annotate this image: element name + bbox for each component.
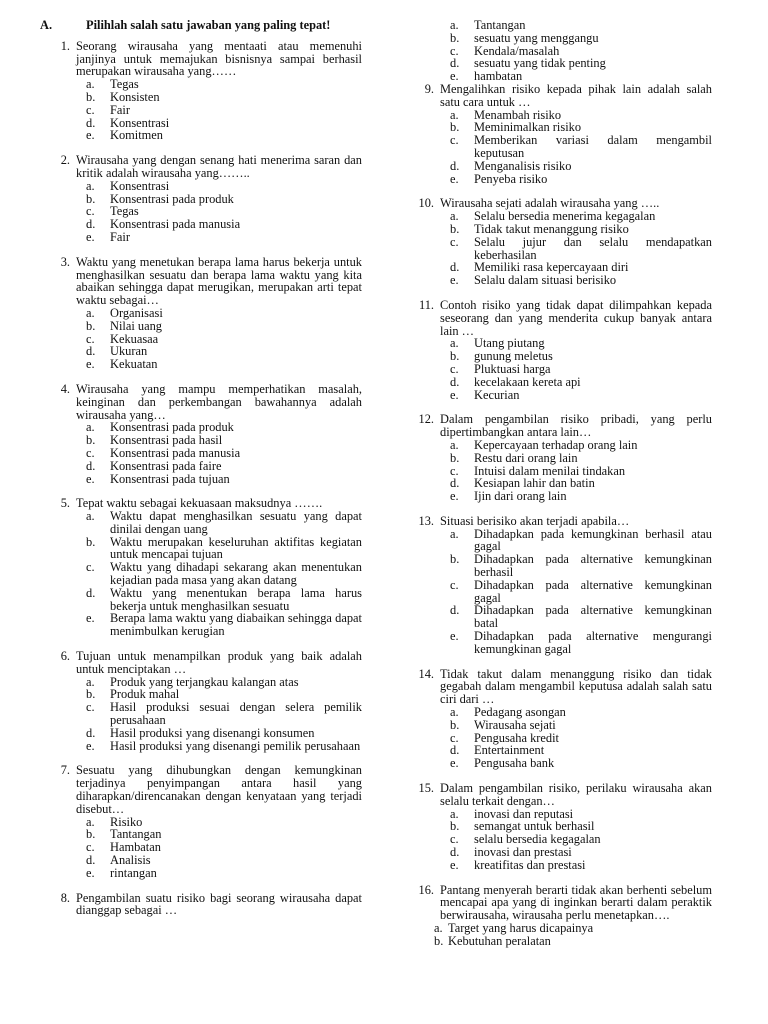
question-text: Pengambilan suatu risiko bagi seorang wirausaha dapat dianggap sebagai … xyxy=(76,890,362,918)
option-text: Entertainment xyxy=(474,743,545,758)
question-head xyxy=(404,668,712,706)
question-text: Tidak takut dalam menanggung risiko dan tidak gegabah dalam mengambil keputusa adalah salah satu ciri dari … xyxy=(440,666,712,707)
question-item xyxy=(404,515,712,656)
question-number: 9. xyxy=(424,81,434,96)
answer-option xyxy=(450,223,712,236)
option-letter: e. xyxy=(450,273,459,288)
option-text: Konsentrasi xyxy=(110,178,170,193)
option-text: Kendala/masalah xyxy=(474,43,560,58)
option-letter: c. xyxy=(450,577,459,592)
answer-options xyxy=(404,528,712,656)
question-item xyxy=(404,782,712,872)
answer-option xyxy=(450,706,712,719)
option-letter: a. xyxy=(86,814,95,829)
question-text: Situasi berisiko akan terjadi apabila… xyxy=(440,513,630,528)
option-letter: a. xyxy=(450,18,459,32)
question-head xyxy=(404,83,712,109)
option-text: Waktu yang dihadapi sekarang akan menentukan kejadian pada masa yang akan datang xyxy=(110,560,362,588)
option-text: inovasi dan reputasi xyxy=(474,806,574,821)
answer-options xyxy=(40,307,362,371)
answer-options xyxy=(40,180,362,244)
answer-option xyxy=(450,859,712,872)
section-header xyxy=(40,19,362,32)
question-number: 11. xyxy=(418,297,434,312)
option-letter: d. xyxy=(450,374,460,389)
answer-options xyxy=(404,210,712,287)
option-letter: a. xyxy=(450,437,459,452)
question-text: Dalam pengambilan risiko, perilaku wirausaha akan selalu terkait dengan… xyxy=(440,781,712,808)
question-text: Wirausaha yang mampu memperhatikan masalah, keinginan dan perkembangan bawahannya adalah wirausaha yang… xyxy=(76,381,362,422)
answer-option xyxy=(450,160,712,173)
option-letter: c. xyxy=(450,361,459,376)
question-head xyxy=(404,413,712,439)
option-text: Produk yang terjangkau kalangan atas xyxy=(110,674,299,689)
option-text: Dihadapkan pada alternative mengurangi kemungkinan gagal xyxy=(474,629,712,656)
question-number: 2. xyxy=(60,153,70,168)
answer-option xyxy=(450,363,712,376)
option-letter: c. xyxy=(450,43,459,58)
answer-option xyxy=(450,274,712,287)
answer-option xyxy=(86,358,362,371)
answer-option xyxy=(450,579,712,605)
option-text: inovasi dan prestasi xyxy=(474,845,572,860)
option-text: Intuisi dalam menilai tindakan xyxy=(474,463,626,478)
option-text: Pluktuasi harga xyxy=(474,361,551,376)
answer-option xyxy=(86,231,362,244)
option-letter: c. xyxy=(86,204,95,219)
answer-options xyxy=(404,706,712,770)
option-letter: d. xyxy=(86,585,96,600)
answer-options xyxy=(404,19,712,83)
option-letter: d. xyxy=(450,603,460,618)
option-text: Waktu dapat menghasilkan sesuatu yang dapat dinilai dengan uang xyxy=(110,509,362,536)
option-text: Waktu yang menentukan berapa lama harus bekerja untuk menghasilkan sesuatu xyxy=(110,585,362,613)
option-text: Memiliki rasa kepercayaan diri xyxy=(474,260,629,275)
option-letter: e. xyxy=(450,387,459,402)
option-letter: a. xyxy=(86,420,95,435)
answer-option xyxy=(86,587,362,613)
question-text: Sesuatu yang dihubungkan dengan kemungkinan terjadinya penyimpangan antara hasil yang diharapkan/direncanakan dengan kenyataan yang terjadi disebut… xyxy=(76,763,362,816)
option-letter: b. xyxy=(450,221,460,236)
question-head xyxy=(40,892,362,918)
option-letter: e. xyxy=(450,489,459,504)
question-item xyxy=(40,154,362,244)
answer-option xyxy=(450,630,712,656)
option-letter: b. xyxy=(450,120,460,135)
question-head xyxy=(404,782,712,808)
option-text: rintangan xyxy=(110,865,157,880)
option-text: Organisasi xyxy=(110,305,163,320)
option-letter: c. xyxy=(450,730,459,745)
option-text: selalu bersedia kegagalan xyxy=(474,832,601,847)
option-letter: a. xyxy=(450,526,459,541)
answer-options xyxy=(404,109,712,186)
question-number: 7. xyxy=(60,763,70,778)
option-letter: d. xyxy=(86,115,96,130)
option-text: Ijin dari orang lain xyxy=(474,489,567,504)
answer-option xyxy=(86,307,362,320)
option-letter: d. xyxy=(86,853,96,868)
option-text: Menganalisis risiko xyxy=(474,158,572,173)
option-letter: b. xyxy=(450,349,460,364)
option-letter: b. xyxy=(86,433,96,448)
question-item xyxy=(40,764,362,879)
option-letter: a. xyxy=(86,178,95,193)
option-text: kreatifitas dan prestasi xyxy=(474,857,586,872)
option-letter: b. xyxy=(86,318,96,333)
answer-option xyxy=(450,757,712,770)
question-number: 5. xyxy=(60,496,70,511)
option-letter: b. xyxy=(450,30,460,45)
option-letter: c. xyxy=(86,445,95,460)
answer-option xyxy=(86,473,362,486)
question-head xyxy=(40,650,362,676)
option-letter: b. xyxy=(450,450,460,465)
option-letter: e. xyxy=(86,865,95,880)
option-letter: b. xyxy=(450,552,460,567)
answer-option xyxy=(450,719,712,732)
answer-option xyxy=(86,434,362,447)
option-letter: c. xyxy=(450,234,459,249)
question-head xyxy=(404,299,712,337)
answer-options xyxy=(404,808,712,872)
option-text: Konsentrasi pada manusia xyxy=(110,217,241,232)
option-text: Produk mahal xyxy=(110,687,180,702)
option-letter: b. xyxy=(434,933,444,948)
question-item xyxy=(40,256,362,371)
option-letter: a. xyxy=(86,305,95,320)
option-letter: b. xyxy=(450,819,460,834)
option-text: Utang piutang xyxy=(474,336,545,351)
option-letter: c. xyxy=(86,840,95,855)
option-text: Selalu jujur dan selalu mendapatkan keberhasilan xyxy=(474,234,712,262)
option-text: hambatan xyxy=(474,69,523,84)
option-text: Kepercayaan terhadap orang lain xyxy=(474,437,638,452)
option-text: Konsentrasi xyxy=(110,115,170,130)
answer-option xyxy=(450,173,712,186)
option-letter: b. xyxy=(450,717,460,732)
answer-option xyxy=(450,452,712,465)
option-letter: e. xyxy=(450,171,459,186)
question-number: 10. xyxy=(418,196,434,211)
section-letter: A. xyxy=(40,18,53,32)
answer-options xyxy=(404,337,712,401)
question-8-options-continued xyxy=(404,19,712,83)
question-number: 6. xyxy=(60,649,70,664)
question-text: Pantang menyerah berarti tidak akan berhenti sebelum mencapai apa yang di inginkan berarti dalam peraktik berwirausaha, wirausaha perlu menetapkan…. xyxy=(440,882,712,923)
option-letter: d. xyxy=(86,344,96,359)
option-letter: d. xyxy=(450,56,460,71)
answer-option xyxy=(450,846,712,859)
option-text: Ukuran xyxy=(110,344,148,359)
answer-option xyxy=(450,376,712,389)
option-text: Nilai uang xyxy=(110,318,162,333)
option-letter: b. xyxy=(86,191,96,206)
option-text: Pedagang asongan xyxy=(474,705,566,720)
option-text: Hambatan xyxy=(110,840,161,855)
option-text: Pengusaha kredit xyxy=(474,730,559,745)
option-letter: d. xyxy=(450,845,460,860)
option-text: Tidak takut menanggung risiko xyxy=(474,221,629,236)
option-text: Menambah risiko xyxy=(474,107,562,122)
option-text: Kebutuhan peralatan xyxy=(448,933,551,948)
answer-option xyxy=(86,180,362,193)
option-text: Tegas xyxy=(110,204,139,219)
answer-option xyxy=(450,528,712,554)
option-letter: c. xyxy=(450,133,459,148)
option-letter: d. xyxy=(450,158,460,173)
option-letter: e. xyxy=(86,738,95,753)
option-text: Fair xyxy=(110,102,130,117)
answer-options xyxy=(40,676,362,753)
answer-option xyxy=(86,701,362,727)
option-text: Hasil produksi sesuai dengan selera pemilik perusahaan xyxy=(110,700,362,728)
option-letter: c. xyxy=(450,832,459,847)
option-letter: e. xyxy=(86,357,95,372)
option-text: Konsentrasi pada tujuan xyxy=(110,471,230,486)
option-letter: b. xyxy=(86,534,96,549)
question-text: Contoh risiko yang tidak dapat dilimpahkan kepada seseorang dan yang menderita cukup banyak antara lain … xyxy=(440,297,712,338)
question-number: 3. xyxy=(60,254,70,269)
question-head xyxy=(40,256,362,307)
answer-option xyxy=(86,320,362,333)
option-letter: e. xyxy=(450,756,459,771)
option-letter: b. xyxy=(86,687,96,702)
answer-option xyxy=(450,553,712,579)
option-letter: a. xyxy=(450,806,459,821)
option-letter: a. xyxy=(86,77,95,92)
answer-option xyxy=(434,922,712,935)
option-text: sesuatu yang tidak penting xyxy=(474,56,606,71)
option-letter: e. xyxy=(450,629,459,644)
option-letter: e. xyxy=(450,69,459,84)
option-letter: a. xyxy=(450,107,459,122)
option-text: Dihadapkan pada alternative kemungkinan gagal xyxy=(474,577,712,605)
option-text: sesuatu yang menggangu xyxy=(474,30,599,45)
answer-option xyxy=(86,612,362,638)
question-text: Dalam pengambilan risiko pribadi, yang perlu dipertimbangkan antara lain… xyxy=(440,412,712,440)
option-text: Hasil produksi yang disenangi konsumen xyxy=(110,725,315,740)
option-text: Kekuatan xyxy=(110,357,158,372)
answer-options xyxy=(404,922,712,948)
answer-option xyxy=(450,604,712,630)
answer-option xyxy=(86,561,362,587)
option-letter: e. xyxy=(86,128,95,143)
question-head xyxy=(40,764,362,815)
option-text: Kecurian xyxy=(474,387,520,402)
question-number: 15. xyxy=(418,781,434,796)
answer-option xyxy=(86,727,362,740)
question-number: 13. xyxy=(418,513,434,528)
option-text: Risiko xyxy=(110,814,143,829)
answer-option xyxy=(86,867,362,880)
option-letter: b. xyxy=(86,827,96,842)
option-text: Hasil produksi yang disenangi pemilik perusahaan xyxy=(110,738,361,753)
question-text: Mengalihkan risiko kepada pihak lain adalah salah satu cara untuk … xyxy=(440,81,712,109)
question-text: Tujuan untuk menampilkan produk yang baik adalah untuk menciptakan … xyxy=(76,649,362,676)
question-text: Wirausaha sejati adalah wirausaha yang ….. xyxy=(440,196,660,211)
question-head xyxy=(404,515,712,528)
option-text: Penyeba risiko xyxy=(474,171,548,186)
answer-options xyxy=(40,421,362,485)
question-head xyxy=(40,383,362,421)
option-text: Dihadapkan pada alternative kemungkinan batal xyxy=(474,603,712,631)
option-letter: a. xyxy=(450,209,459,224)
answer-option xyxy=(450,32,712,45)
option-text: gunung meletus xyxy=(474,349,553,364)
question-number: 14. xyxy=(418,666,434,681)
option-letter: c. xyxy=(86,700,95,715)
option-text: Dihadapkan pada alternative kemungkinan berhasil xyxy=(474,552,712,580)
answer-option xyxy=(86,854,362,867)
option-text: Waktu merupakan keseluruhan aktifitas kegiatan untuk mencapai tujuan xyxy=(110,534,362,562)
option-text: Tantangan xyxy=(474,18,526,32)
answer-option xyxy=(86,740,362,753)
option-text: Wirausaha sejati xyxy=(474,717,556,732)
answer-option xyxy=(450,350,712,363)
option-text: Konsentrasi pada faire xyxy=(110,458,222,473)
question-item xyxy=(404,299,712,401)
answer-option xyxy=(86,104,362,117)
option-letter: e. xyxy=(450,857,459,872)
option-text: Konsentrasi pada produk xyxy=(110,420,234,435)
option-text: Konsentrasi pada hasil xyxy=(110,433,223,448)
question-item xyxy=(404,413,712,503)
option-letter: a. xyxy=(450,705,459,720)
option-text: Kesiapan lahir dan batin xyxy=(474,476,595,491)
question-text: Waktu yang menetukan berapa lama harus bekerja untuk menghasilkan sesuatu dan berapa lama waktu yang kita abaikan sehingga dapat merugikan, merupakan arti tepat waktu sebagai… xyxy=(76,254,362,308)
option-letter: d. xyxy=(450,743,460,758)
option-text: Restu dari orang lain xyxy=(474,450,578,465)
question-item xyxy=(40,497,362,638)
option-text: Analisis xyxy=(110,853,151,868)
question-item xyxy=(404,884,712,948)
right-column xyxy=(404,19,712,960)
answer-option xyxy=(86,460,362,473)
question-item xyxy=(404,197,712,287)
option-text: Memberikan variasi dalam mengambil keputusan xyxy=(474,133,712,160)
answer-option xyxy=(86,91,362,104)
option-letter: a. xyxy=(450,336,459,351)
option-text: Kekuasaa xyxy=(110,331,159,346)
option-letter: d. xyxy=(450,260,460,275)
option-text: Tantangan xyxy=(110,827,162,842)
option-letter: c. xyxy=(86,331,95,346)
answer-options xyxy=(40,816,362,880)
option-text: kecelakaan kereta api xyxy=(474,374,581,389)
option-text: Konsisten xyxy=(110,89,160,104)
answer-option xyxy=(86,536,362,562)
option-text: Fair xyxy=(110,229,130,244)
option-letter: c. xyxy=(450,463,459,478)
answer-option xyxy=(450,490,712,503)
option-letter: a. xyxy=(434,921,443,935)
answer-option xyxy=(86,129,362,142)
answer-options xyxy=(404,439,712,503)
option-letter: e. xyxy=(86,611,95,626)
question-number: 4. xyxy=(60,381,70,396)
option-text: Pengusaha bank xyxy=(474,756,555,771)
answer-option xyxy=(450,134,712,160)
option-text: Konsentrasi pada manusia xyxy=(110,445,241,460)
question-number: 16. xyxy=(418,882,434,897)
option-letter: e. xyxy=(86,471,95,486)
answer-option xyxy=(434,935,712,948)
option-letter: d. xyxy=(86,217,96,232)
option-text: Tegas xyxy=(110,77,139,92)
answer-option xyxy=(450,19,712,32)
section-instruction: Pilihlah salah satu jawaban yang paling tepat! xyxy=(86,18,331,32)
question-text: Wirausaha yang dengan senang hati menerima saran dan kritik adalah wirausaha yang…….. xyxy=(76,153,362,180)
question-number: 1. xyxy=(60,38,70,53)
option-letter: d. xyxy=(86,725,96,740)
option-text: Dihadapkan pada kemungkinan berhasil atau gagal xyxy=(474,526,712,554)
question-head xyxy=(404,884,712,922)
answer-option xyxy=(450,389,712,402)
question-item xyxy=(40,650,362,752)
question-head xyxy=(40,154,362,180)
option-text: Berapa lama waktu yang diabaikan sehingga dapat menimbulkan kerugian xyxy=(110,611,362,639)
option-letter: a. xyxy=(86,674,95,689)
question-text: Seorang wirausaha yang mentaati atau memenuhi janjinya untuk memajukan bisnisnya sampai berhasil merupakan wirausaha yang…… xyxy=(76,38,362,79)
question-item xyxy=(40,383,362,485)
option-letter: c. xyxy=(86,102,95,117)
question-item xyxy=(404,668,712,770)
option-text: Konsentrasi pada produk xyxy=(110,191,234,206)
answer-option xyxy=(450,439,712,452)
option-text: Selalu bersedia menerima kegagalan xyxy=(474,209,656,224)
left-column xyxy=(40,19,362,917)
option-letter: a. xyxy=(86,509,95,524)
question-head xyxy=(40,40,362,78)
answer-options xyxy=(40,78,362,142)
question-text: Tepat waktu sebagai kekuasaan maksudnya ……. xyxy=(76,496,323,511)
answer-options xyxy=(40,510,362,638)
answer-option xyxy=(450,236,712,262)
option-text: Komitmen xyxy=(110,128,163,143)
question-number: 8. xyxy=(60,890,70,905)
question-item xyxy=(404,83,712,185)
option-letter: c. xyxy=(86,560,95,575)
question-item xyxy=(40,40,362,142)
option-text: semangat untuk berhasil xyxy=(474,819,595,834)
option-letter: b. xyxy=(86,89,96,104)
question-item xyxy=(40,892,362,918)
option-text: Target yang harus dicapainya xyxy=(448,921,594,935)
option-letter: d. xyxy=(450,476,460,491)
answer-option xyxy=(86,447,362,460)
question-number: 12. xyxy=(418,412,434,427)
answer-option xyxy=(86,510,362,536)
option-text: Selalu dalam situasi berisiko xyxy=(474,273,617,288)
option-letter: d. xyxy=(86,458,96,473)
option-text: Meminimalkan risiko xyxy=(474,120,582,135)
option-letter: e. xyxy=(86,229,95,244)
